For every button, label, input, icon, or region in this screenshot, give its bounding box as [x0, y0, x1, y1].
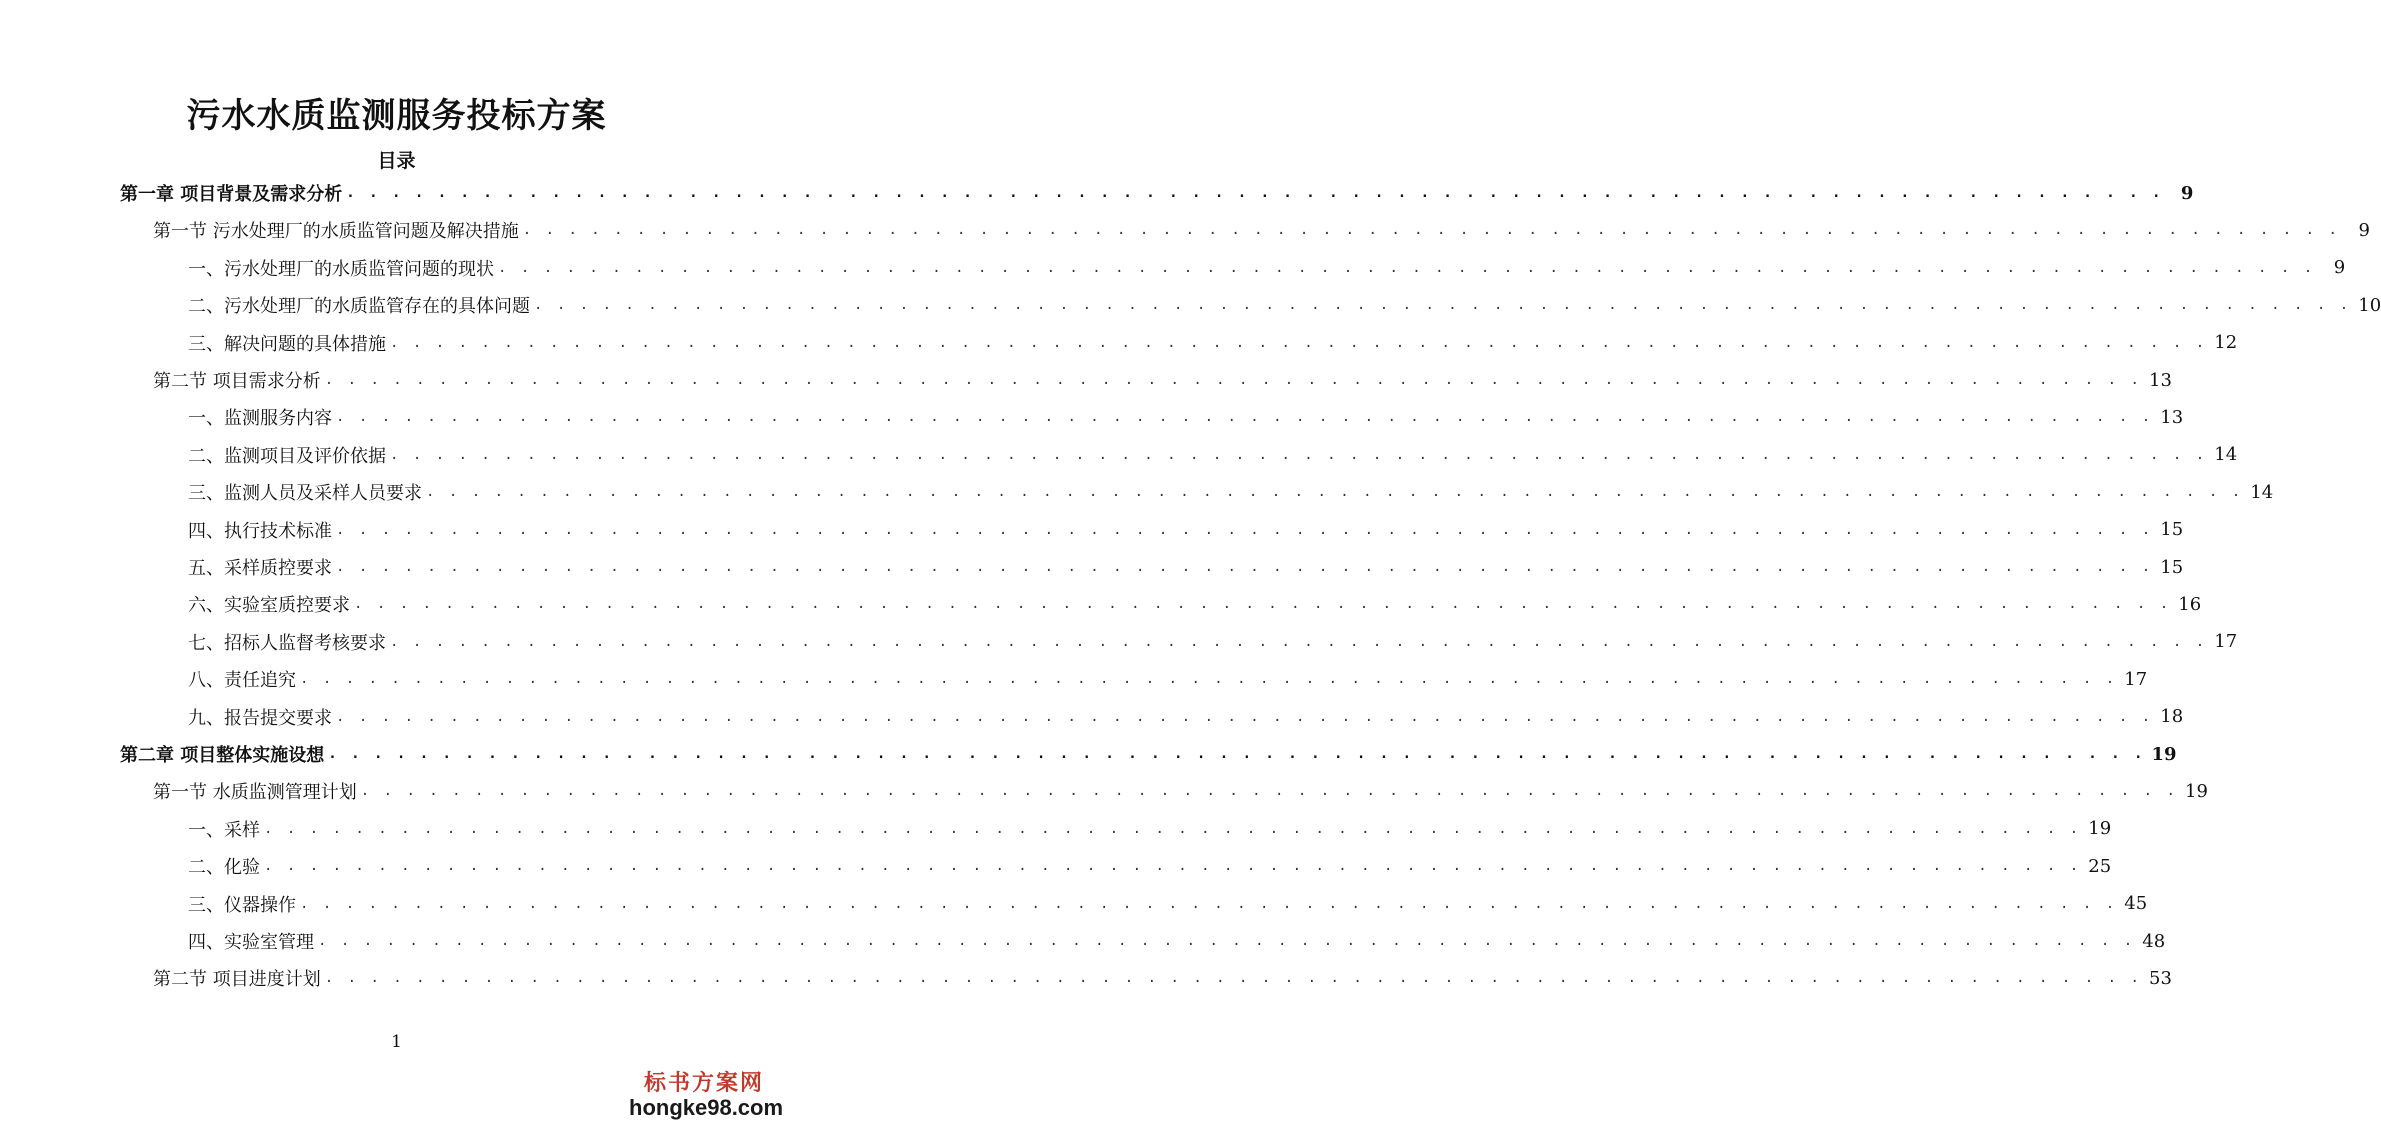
toc-dot-leader: . . . . . . . . . . . . . . . . . . . . . . . . . . . . . . . . . . . . . . . . . . . . . . . . . . . . . . . . . . . . . . . . . . . . . . . . . . . . . . . . [426, 484, 2244, 501]
toc-subsection-entry[interactable] [188, 399, 2184, 435]
toc-section-entry[interactable] [153, 960, 2172, 996]
toc-entry-page: 12 [2214, 332, 2238, 354]
toc-entry-label: 三、监测人员及采样人员要求 [188, 483, 422, 505]
toc-entry-page: 17 [2124, 668, 2148, 690]
toc-entry-label: 一、监测服务内容 [188, 408, 332, 430]
toc-dot-leader: . . . . . . . . . . . . . . . . . . . . . . . . . . . . . . . . . . . . . . . . . . . . . . . . . . . . . . . . . . . . . . . . . . . . . . . . . . . . . . . . [522, 222, 2340, 239]
toc-entry-label: 第一节 污水处理厂的水质监管问题及解决措施 [153, 221, 519, 243]
toc-entry-page: 19 [2185, 780, 2208, 802]
toc-section-entry[interactable] [153, 362, 2172, 398]
site-watermark [629, 1066, 784, 1121]
toc-entry-label: 三、解决问题的具体措施 [188, 333, 386, 355]
toc-entry-label: 第一节 水质监测管理计划 [153, 782, 357, 804]
toc-entry-label: 九、报告提交要求 [188, 707, 332, 729]
toc-entry-label: 第二节 项目进度计划 [153, 969, 321, 991]
toc-subsection-entry[interactable] [188, 512, 2184, 548]
toc-entry-label: 四、实验室管理 [188, 932, 314, 953]
toc-dot-leader: . . . . . . . . . . . . . . . . . . . . . . . . . . . . . . . . . . . . . . . . . . . . . . . . . . . . . . . . . . . . . . . . . . . . . . . . . . . . . . . . [360, 783, 2178, 800]
toc-entry-label: 第二节 项目需求分析 [153, 371, 321, 392]
toc-dot-leader: . . . . . . . . . . . . . . . . . . . . . . . . . . . . . . . . . . . . . . . . . . . . . . . . . . . . . . . . . . . . . . . . . . . . . . . . . . . . . . . . [264, 858, 2082, 875]
toc-dot-leader: . . . . . . . . . . . . . . . . . . . . . . . . . . . . . . . . . . . . . . . . . . . . . . . . . . . . . . . . . . . . . . . . . . . . . . . . . . . . . . . . [336, 559, 2154, 575]
document-title: 污水水质监测服务投标方案 [186, 96, 607, 136]
toc-entry-page: 13 [2160, 406, 2184, 428]
toc-entry-page: 10 [2358, 294, 2381, 316]
toc-entry-page: 13 [2149, 369, 2172, 391]
toc-dot-leader: . . . . . . . . . . . . . . . . . . . . . . . . . . . . . . . . . . . . . . . . . . . . . . . . . . . . . . . . . . . . . . . . . . . . . . . . . . . . . . . . [300, 671, 2118, 688]
toc-entry-label: 六、实验室质控要求 [188, 595, 350, 617]
toc-dot-leader: . . . . . . . . . . . . . . . . . . . . . . . . . . . . . . . . . . . . . . . . . . . . . . . . . . . . . . . . . . . . . . . . . . . . . . . . . . . . . . . . [324, 372, 2142, 388]
toc-dot-leader: . . . . . . . . . . . . . . . . . . . . . . . . . . . . . . . . . . . . . . . . . . . . . . . . . . . . . . . . . . . . . . . . . . . . . . . . . . . . . . . . [336, 708, 2154, 725]
watermark-url: hongke98.com [629, 1095, 784, 1120]
toc-entry-page: 19 [2088, 818, 2112, 840]
toc-entry-label: 第一章 项目背景及需求分析 [120, 184, 343, 205]
toc-entry-page: 14 [2214, 444, 2238, 466]
toc-entry-page: 16 [2178, 593, 2202, 615]
toc-entry-page: 14 [2250, 481, 2274, 503]
toc-subsection-entry[interactable] [188, 848, 2112, 884]
toc-dot-leader: . . . . . . . . . . . . . . . . . . . . . . . . . . . . . . . . . . . . . . . . . . . . . . . . . . . . . . . . . . . . . . . . . . . . . . . . . . . . . . . . [534, 297, 2352, 314]
toc-subsection-entry[interactable] [188, 661, 2148, 697]
toc-entry-page: 15 [2160, 519, 2184, 541]
toc-entry-page: 9 [2358, 219, 2370, 241]
toc-dot-leader: . . . . . . . . . . . . . . . . . . . . . . . . . . . . . . . . . . . . . . . . . . . . . . . . . . . . . . . . . . . . . . . . . . . . . . . . . . . . . . . . [336, 409, 2154, 426]
toc-dot-leader: . . . . . . . . . . . . . . . . . . . . . . . . . . . . . . . . . . . . . . . . . . . . . . . . . . . . . . . . . . . . . . . . . . . . . . . . . . . . . . . . [354, 596, 2172, 613]
toc-subsection-entry[interactable] [188, 437, 2238, 473]
toc-entry-label: 八、责任追究 [188, 670, 296, 692]
toc-subsection-entry[interactable] [188, 811, 2112, 847]
toc-entry-page: 9 [2180, 182, 2194, 204]
toc-subsection-entry[interactable] [188, 886, 2148, 922]
toc-subsection-entry[interactable] [188, 699, 2184, 735]
toc-dot-leader: . . . . . . . . . . . . . . . . . . . . . . . . . . . . . . . . . . . . . . . . . . . . . . . . . . . . . . . . . . . . . . . . . . . . . . . . . . . . . . . . [390, 334, 2208, 351]
toc-dot-leader: . . . . . . . . . . . . . . . . . . . . . . . . . . . . . . . . . . . . . . . . . . . . . . . . . . . . . . . . . . . . . . . . . . . . . . . . . . . . . . . . [390, 446, 2208, 463]
toc-subsection-entry[interactable] [188, 287, 2381, 323]
toc-entry-page: 9 [2333, 257, 2346, 279]
toc-entry-label: 四、执行技术标准 [188, 520, 332, 542]
toc-entry-page: 17 [2214, 631, 2238, 653]
toc-entry-label: 一、采样 [188, 819, 260, 841]
toc-section-entry[interactable] [153, 212, 2370, 248]
toc-dot-leader: . . . . . . . . . . . . . . . . . . . . . . . . . . . . . . . . . . . . . . . . . . . . . . . . . . . . . . . . . . . . . . . . . . . . . . . . . . . . . . . . [390, 633, 2208, 650]
toc-entry-page: 19 [2151, 743, 2177, 765]
toc-subsection-entry[interactable] [188, 474, 2274, 510]
toc-subsection-entry[interactable] [188, 549, 2184, 585]
toc-dot-leader: . . . . . . . . . . . . . . . . . . . . . . . . . . . . . . . . . . . . . . . . . . . . . . . . . . . . . . . . . . . . . . . . . . . . . . . . . . . . . . . . [318, 933, 2136, 949]
toc-subsection-entry[interactable] [188, 325, 2238, 361]
toc-dot-leader: . . . . . . . . . . . . . . . . . . . . . . . . . . . . . . . . . . . . . . . . . . . . . . . . . . . . . . . . . . . . . . . . . . . . . . . . . . . . . . . . [300, 895, 2118, 912]
toc-entry-label: 七、招标人监督考核要求 [188, 632, 386, 654]
toc-entry-page: 18 [2160, 706, 2184, 728]
toc-dot-leader: . . . . . . . . . . . . . . . . . . . . . . . . . . . . . . . . . . . . . . . . . . . . . . . . . . . . . . . . . . . . . . . . . . . . . . . . . . . . . . . . [324, 970, 2142, 987]
toc-subsection-entry[interactable] [188, 250, 2346, 286]
toc-entry-label: 二、污水处理厂的水质监管存在的具体问题 [188, 296, 530, 318]
toc-entry-label: 一、污水处理厂的水质监管问题的现状 [188, 258, 494, 280]
toc-entry-label: 二、化验 [188, 857, 260, 879]
toc-subsection-entry[interactable] [188, 923, 2166, 959]
toc-subsection-entry[interactable] [188, 624, 2238, 660]
toc-entry-page: 45 [2124, 893, 2148, 915]
toc-chapter-entry[interactable] [120, 736, 2177, 772]
toc-section-entry[interactable] [153, 773, 2208, 809]
toc-subsection-entry[interactable] [188, 586, 2202, 622]
toc-entry-label: 三、仪器操作 [188, 894, 296, 916]
toc-chapter-entry[interactable] [120, 175, 2194, 211]
toc-dot-leader: . . . . . . . . . . . . . . . . . . . . . . . . . . . . . . . . . . . . . . . . . . . . . . . . . . . . . . . . . . . . . . . . . . . . . . . . . . . . . . . . [498, 259, 2316, 276]
toc-dot-leader: . . . . . . . . . . . . . . . . . . . . . . . . . . . . . . . . . . . . . . . . . . . . . . . . . . . . . . . . . . . . . . . . . . . . . . . . . . . . . . . . [264, 820, 2082, 837]
toc-entry-label: 五、采样质控要求 [188, 558, 332, 579]
toc-entry-page: 48 [2142, 930, 2166, 952]
toc-entry-page: 25 [2088, 855, 2112, 877]
toc-entry-label: 二、监测项目及评价依据 [188, 445, 386, 467]
toc-entry-label: 第二章 项目整体实施设想 [120, 745, 325, 766]
toc-dot-leader: . . . . . . . . . . . . . . . . . . . . . . . . . . . . . . . . . . . . . . . . . . . . . . . . . . . . . . . . . . . . . . . . . . . . . . . . . . . . . . . . [328, 746, 2146, 762]
page-number: 1 [391, 1032, 402, 1052]
toc-dot-leader: . . . . . . . . . . . . . . . . . . . . . . . . . . . . . . . . . . . . . . . . . . . . . . . . . . . . . . . . . . . . . . . . . . . . . . . . . . . . . . . . [336, 521, 2154, 538]
toc-entry-page: 15 [2160, 556, 2184, 578]
toc-entry-page: 53 [2149, 967, 2172, 989]
toc-dot-leader: . . . . . . . . . . . . . . . . . . . . . . . . . . . . . . . . . . . . . . . . . . . . . . . . . . . . . . . . . . . . . . . . . . . . . . . . . . . . . . . . [346, 185, 2164, 201]
toc-heading: 目录 [377, 150, 416, 172]
watermark-site-name: 标书方案网 [643, 1070, 764, 1096]
